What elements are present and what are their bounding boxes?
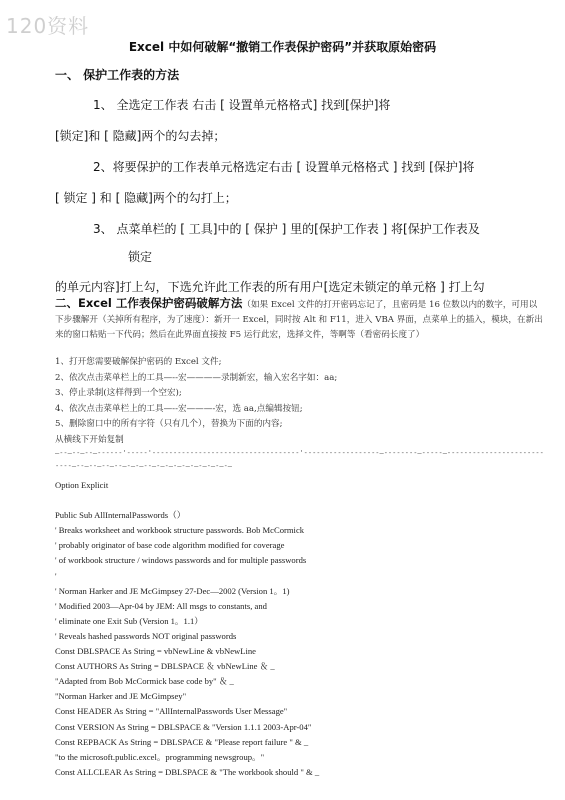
section1-line-1: 1、 全选定工作表 右击 [ 设置单元格格式] 找到[保护]将 [93, 98, 391, 112]
step-item: 4、依次点击菜单栏上的工具—--宏———-宏，选 aa,点编辑按钮; [55, 403, 303, 414]
section1-line-3: 2、将要保护的工作表单元格选定右击 [ 设置单元格格式 ] 找到 [保护]将 [93, 160, 475, 174]
section1-heading: 一、 保护工作表的方法 [55, 68, 180, 82]
step-item: 3、停止录制(这样得到一个空宏); [55, 388, 182, 399]
code-line: "to the microsoft.public.excel。programming newsgroup。" [55, 751, 265, 762]
step-item: 5、删除窗口中的所有字符（只有几个），替换为下面的内容; [55, 419, 283, 430]
document-title: Excel 中如何破解“撤销工作表保护密码”并获取原始密码 [128, 40, 437, 54]
code-line: ' Breaks worksheet and workbook structure passwords. Bob McCormick [55, 525, 305, 536]
code-line: "Norman Harker and JE McGimpsey" [55, 691, 187, 702]
section1-line-4: [ 锁定 ] 和 [ 隐藏]两个的勾打上； [55, 191, 237, 205]
section1-line-2: [锁定]和 [ 隐藏]两个的勾去掉； [55, 129, 226, 143]
copy-instruction: 从横线下开始复制 [55, 434, 124, 445]
section2-intro: （如果 Excel 文件的打开密码忘记了，且密码是 16 位数以内的数字，可用以下步骤解开（关掉所有程序，为了速度）：新开一 Excel，同时按 Alt 和 F11，进入 VBA 界面，点菜单上的插入，模块，在新出来的窗口粘贴一下代码；然后在此界面直接按 F5 运行此宏，选择文件，等啊等（看密码长度了） [55, 300, 543, 340]
code-line: Const AUTHORS As String = DBLSPACE ＆ vbNewLine ＆ _ [55, 661, 275, 672]
code-line: ' Reveals hashed passwords NOT original passwords [55, 630, 237, 641]
code-line [55, 493, 545, 508]
code-line: Const VERSION As String = DBLSPACE & "Version 1.1.1 2003-Apr-04" [55, 721, 312, 732]
code-line: Const HEADER As String = "AllInternalPasswords User Message" [55, 706, 288, 717]
code-line: "Adapted from Bob McCormick base code by" ＆ _ [55, 676, 234, 687]
code-line: ' Modified 2003—Apr-04 by JEM: All msgs to constants, and [55, 600, 267, 611]
code-line: ' of workbook structure / windows passwords and for multiple passwords [55, 555, 307, 566]
divider-line: —--—--—--—------'-----'-----------------------------------'------------------—--------—-----—---------------------------—--—--—--—--—-—-—--—-—-—-—-—-—-—-—-—-— [55, 449, 544, 470]
code-line: ' [55, 570, 57, 581]
code-line: Option Explicit [55, 480, 109, 490]
code-line: Const DBLSPACE As String = vbNewLine & vbNewLine [55, 646, 256, 657]
section1-line-5: 3、 点菜单栏的 [ 工具]中的 [ 保护 ] 里的[保护工作表 ] 将[保护工作表及 [93, 222, 480, 236]
step-item: 2、依次点击菜单栏上的工具—--宏————录制新宏，输入宏名字如：aa; [55, 372, 338, 383]
section2-block [55, 296, 545, 343]
code-block [55, 478, 545, 780]
code-line: Const ALLCLEAR As String = DBLSPACE & "The workbook should " & _ [55, 766, 320, 777]
watermark-logo: 120资料 [6, 14, 90, 38]
code-line: ' eliminate one Exit Sub (Version 1。1.1） [55, 615, 203, 626]
code-line: ' probably originator of base code algorithm modified for coverage [55, 540, 285, 551]
step-item: 1、打开您需要破解保护密码的 Excel 文件; [55, 357, 222, 367]
code-line: Public Sub AllInternalPasswords（） [55, 510, 186, 521]
section1-line-7: 的单元内容]打上勾，下选允许此工作表的所有用户[选定未锁定的单元格 ] 打上勾 [55, 280, 485, 294]
code-line: Const REPBACK As String = DBLSPACE & "Please report failure " & _ [55, 736, 309, 747]
section2-heading: 二、Excel 工作表保护密码破解方法 [55, 296, 243, 310]
section1-line-6: 锁定 [128, 250, 153, 264]
code-line: ' Norman Harker and JE McGimpsey 27-Dec—2002 (Version 1。1) [55, 585, 290, 596]
steps-list [55, 355, 337, 449]
